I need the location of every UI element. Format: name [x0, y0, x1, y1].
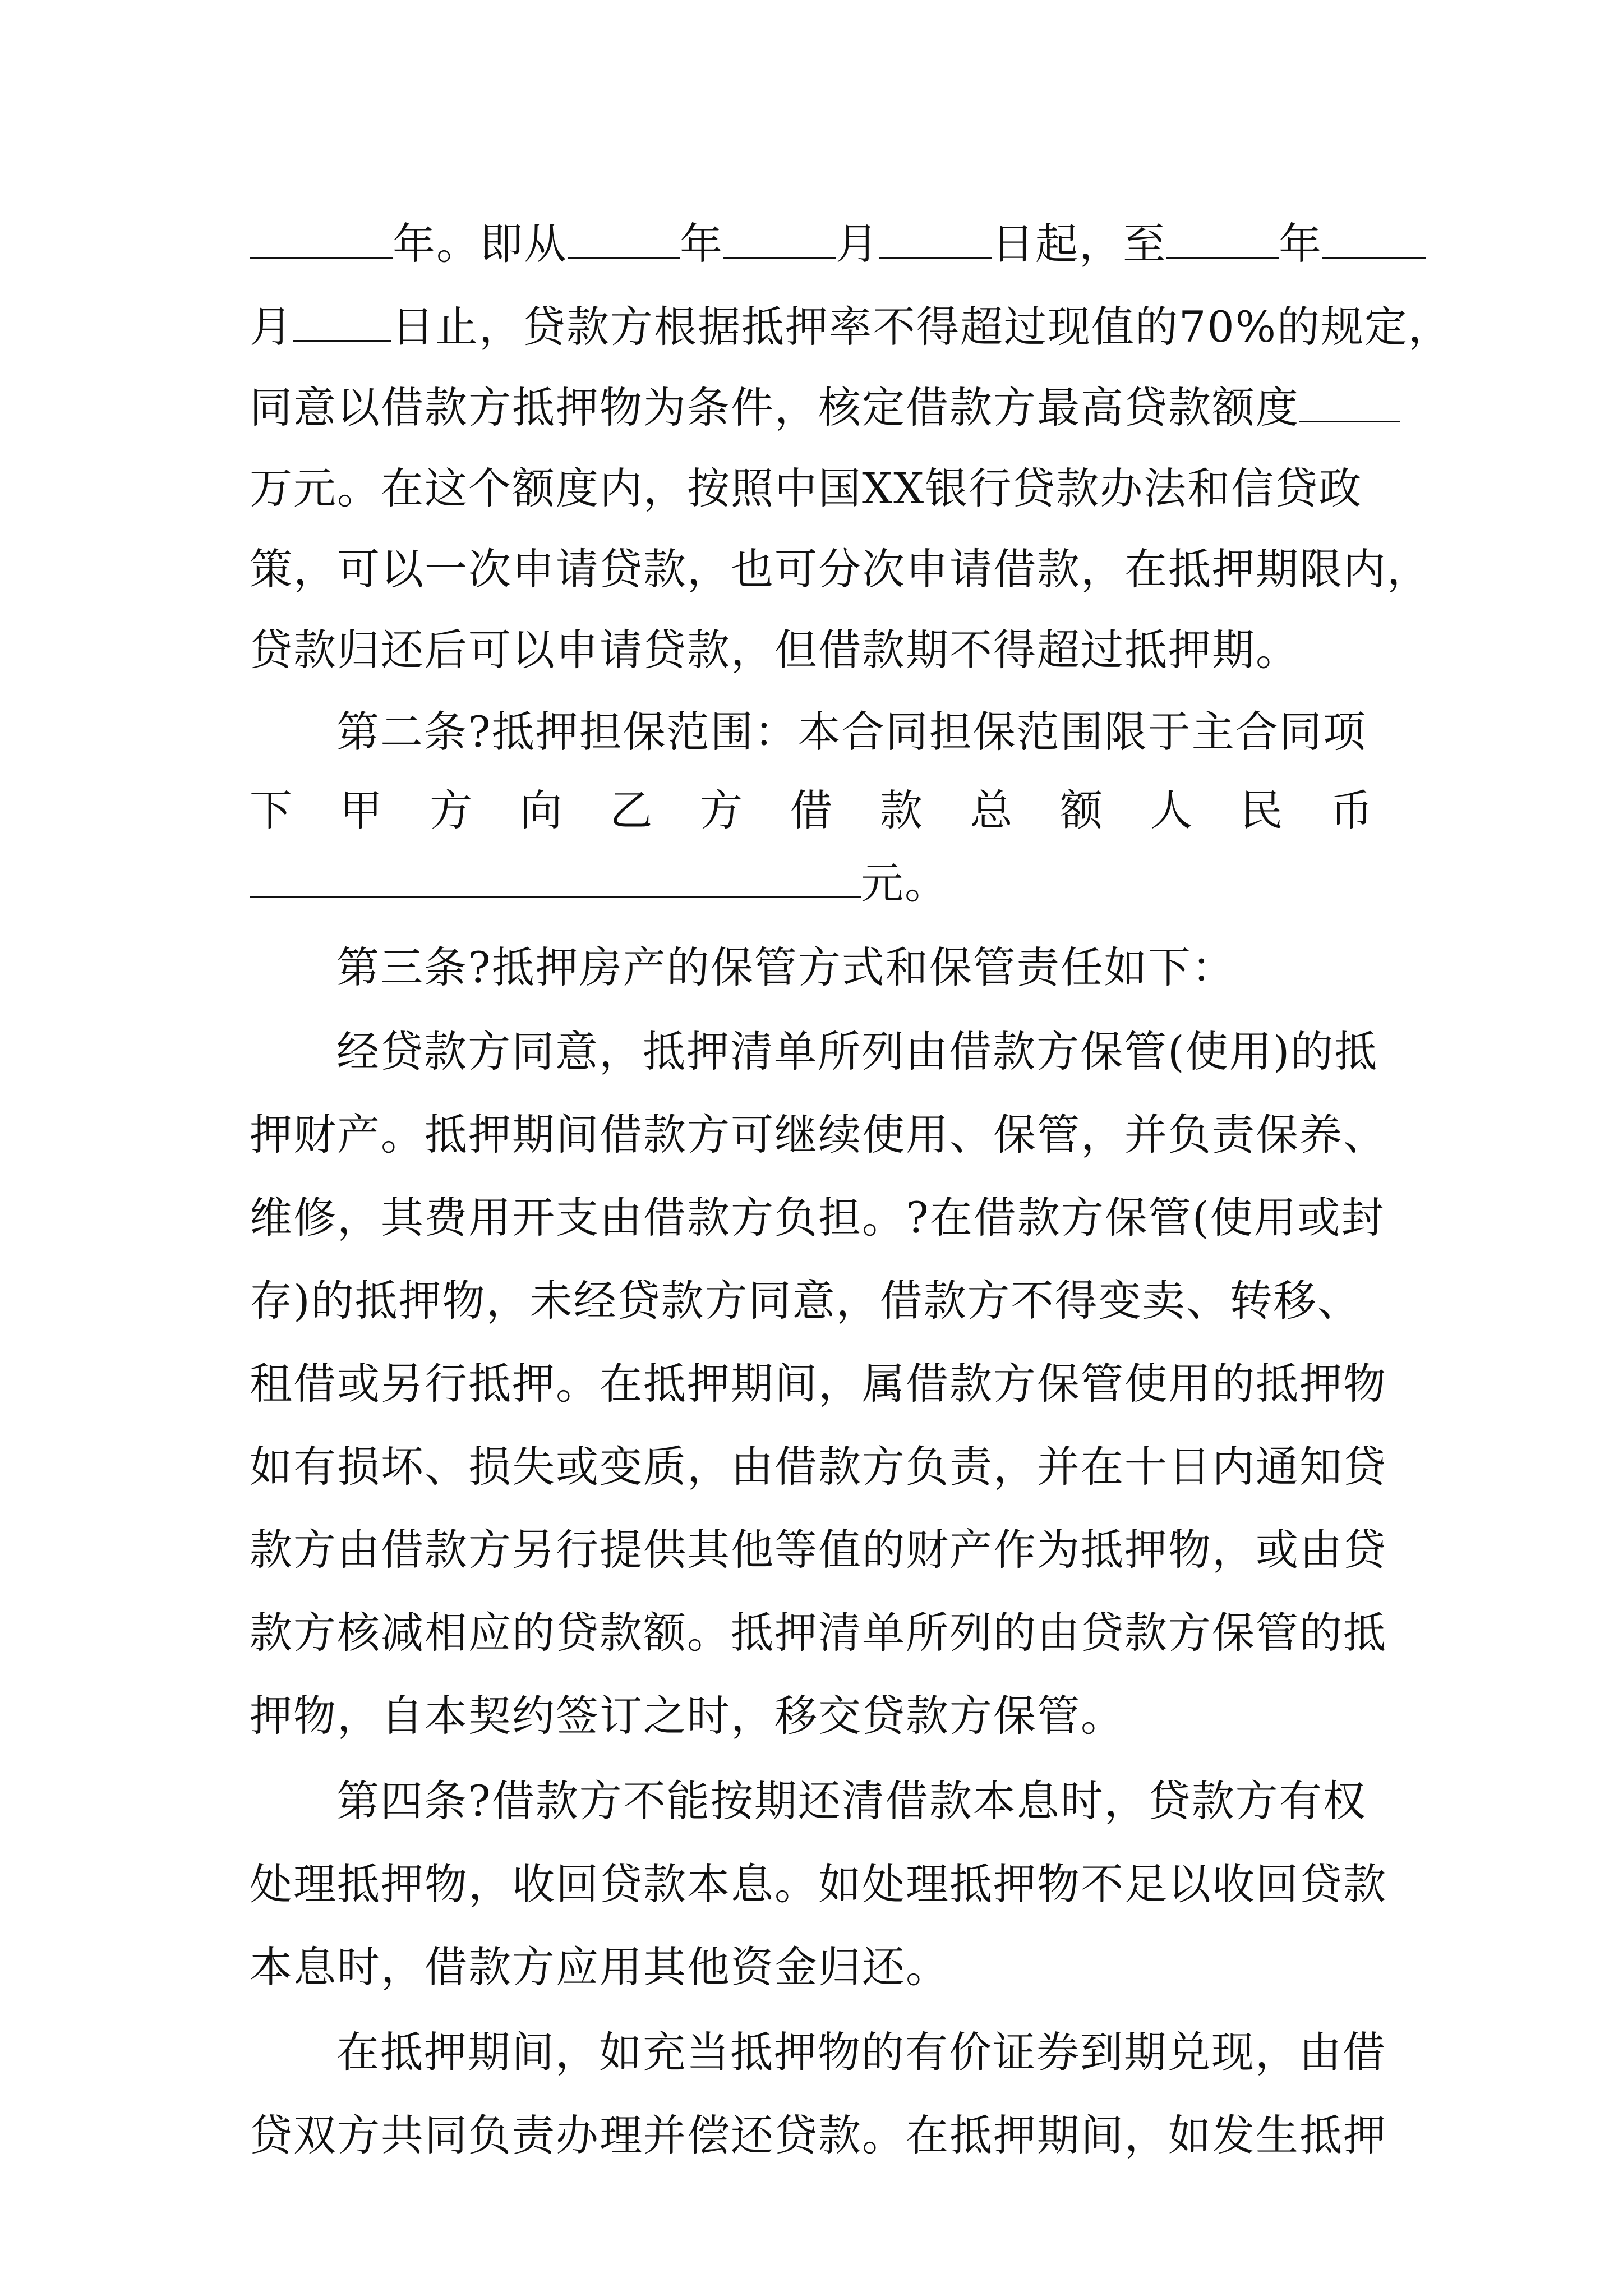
paragraph-start: 在抵押期间，如充当抵押物的有价证券到期兑现，由借	[336, 2027, 1386, 2077]
text-segment: 年	[680, 219, 723, 269]
fill-blank	[1299, 387, 1400, 422]
text-line: 维修，其费用开支由借款方负担。?在借款方保管(使用或封	[250, 1193, 1385, 1243]
text-line: 贷款归还后可以申请贷款，但借款期不得超过抵押期。	[250, 625, 1299, 675]
article-heading: 第四条?借款方不能按期还清借款本息时，贷款方有权	[336, 1776, 1367, 1826]
text-segment: 日起，至	[992, 219, 1166, 269]
text-char: 下	[250, 785, 293, 835]
text-line	[250, 366, 1400, 450]
text-char: 币	[1330, 785, 1374, 835]
article-heading: 第二条?抵押担保范围：本合同担保范围限于主合同项	[336, 707, 1367, 757]
text-line-justified	[250, 769, 1374, 853]
text-char: 额	[1060, 785, 1104, 835]
text-line: 贷双方共同负责办理并偿还贷款。在抵押期间，如发生抵押	[250, 2110, 1387, 2160]
text-line	[250, 285, 1452, 369]
text-line: 款方由借款方另行提供其他等值的财产作为抵押物，或由贷	[250, 1525, 1387, 1575]
text-char: 乙	[610, 785, 654, 835]
text-segment: 日止，贷款方根据抵押率不得超过现值的70%的规定，	[391, 302, 1452, 352]
text-segment: 月	[250, 302, 293, 352]
paragraph-start: 经贷款方同意，抵押清单所列由借款方保管(使用)的抵	[336, 1027, 1378, 1076]
text-char: 人	[1150, 785, 1194, 835]
fill-blank	[1322, 223, 1426, 259]
text-line: 租借或另行抵押。在抵押期间，属借款方保管使用的抵押物	[250, 1359, 1387, 1409]
text-line: 处理抵押物，收回贷款本息。如处理抵押物不足以收回贷款	[250, 1859, 1387, 1909]
text-segment: 年。即从	[393, 219, 568, 269]
text-line	[250, 202, 1426, 286]
fill-blank	[879, 223, 992, 259]
text-line: 如有损坏、损失或变质，由借款方负责，并在十日内通知贷	[250, 1442, 1387, 1492]
text-segment: 月	[836, 219, 879, 269]
fill-blank	[250, 863, 861, 898]
fill-blank	[568, 223, 680, 259]
text-line: 押物，自本契约签订之时，移交贷款方保管。	[250, 1691, 1124, 1741]
text-segment: 元。	[861, 858, 948, 908]
fill-blank	[1166, 223, 1279, 259]
text-char: 款	[880, 785, 924, 835]
text-char: 总	[970, 785, 1014, 835]
text-char: 借	[790, 785, 834, 835]
text-char: 方	[699, 785, 744, 835]
text-line: 款方核减相应的贷款额。抵押清单所列的由贷款方保管的抵	[250, 1608, 1387, 1658]
text-segment: 年	[1279, 219, 1322, 269]
text-line: 万元。在这个额度内，按照中国XX银行贷款办法和信贷政	[250, 463, 1363, 513]
text-line: 押财产。抵押期间借款方可继续使用、保管，并负责保养、	[250, 1110, 1387, 1159]
article-heading: 第三条?抵押房产的保管方式和保管责任如下：	[336, 942, 1235, 992]
text-segment: 同意以借款方抵押物为条件，核定借款方最高贷款额度	[250, 383, 1299, 432]
fill-blank	[723, 223, 836, 259]
text-char: 甲	[339, 785, 384, 835]
fill-blank	[293, 306, 391, 342]
text-line: 策，可以一次申请贷款，也可分次申请借款，在抵押期限内，	[250, 544, 1431, 594]
text-line	[250, 841, 948, 926]
text-line: 本息时，借款方应用其他资金归还。	[250, 1942, 949, 1992]
fill-blank	[250, 223, 393, 259]
text-line: 存)的抵押物，未经贷款方同意，借款方不得变卖、转移、	[250, 1276, 1361, 1326]
text-char: 方	[430, 785, 474, 835]
text-char: 民	[1240, 785, 1284, 835]
text-char: 向	[519, 785, 564, 835]
